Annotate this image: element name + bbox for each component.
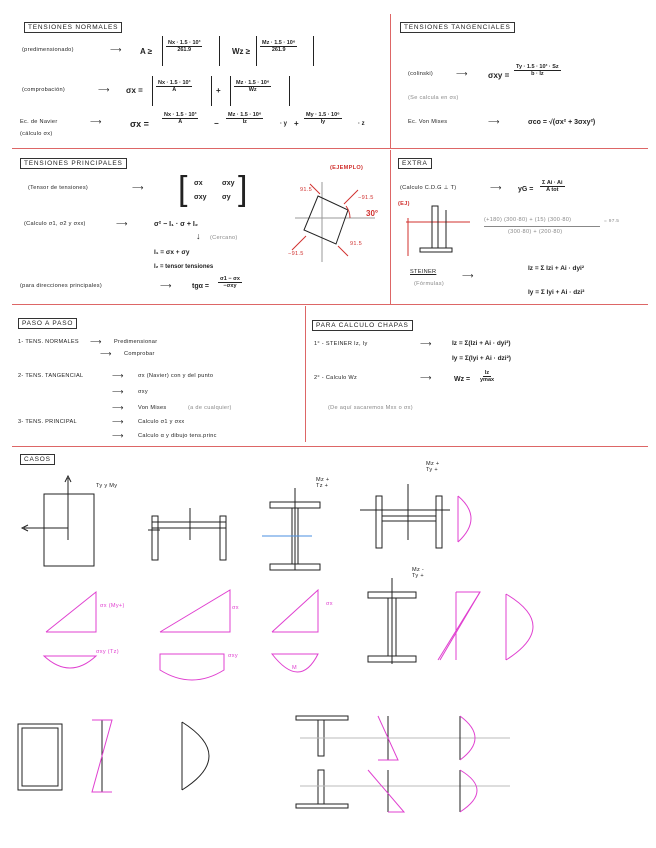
chapas-1: 1° - STEINER Iz, Iy [314, 341, 368, 347]
chapas-2: 2° - Calculo Wz [314, 375, 358, 381]
predim-label: (predimensionado) [22, 47, 74, 53]
paso-3a: Calculo σ1 y σxx [138, 419, 185, 425]
plot3-label: σx [326, 601, 333, 607]
arrow: ⟶ [462, 271, 474, 280]
plot1-label: σx (My+) [100, 603, 125, 609]
navier-sub: (cálculo σx) [20, 131, 53, 137]
stress-a4: −91.5 [288, 251, 304, 257]
predim-eq2: Wz ≥ [232, 47, 251, 56]
i2-eq: I₂ = tensor tensiones [154, 264, 214, 270]
tensor-label: (Tensor de tensiones) [28, 185, 89, 191]
cdg-den: (300·80) + (200·80) [508, 229, 563, 235]
dir-label: (para direcciones principales) [20, 283, 103, 289]
arrow: ⟶ [132, 183, 144, 192]
case1-section [22, 476, 94, 566]
stress-element-sketch [292, 182, 375, 262]
section-title-casos: CASOS [20, 454, 55, 465]
calc-label: (Calculo σ1, σ2 y σxx) [24, 221, 86, 227]
plus: + [294, 119, 299, 128]
plot2-label: σx [232, 605, 239, 611]
navier-y: · y [280, 121, 288, 127]
m21: σxy [194, 194, 207, 201]
comprob-frac2: $\frac{\text{Mz · 1.5 · 10⁶}}{Wz}$ [236, 80, 270, 93]
vm-label: Ec. Von Mises [408, 119, 448, 125]
arrow: ⟶ [112, 387, 124, 396]
navier-frac2: $\frac{\text{Mz · 1.5 · 10⁶}}{Iz}$ [228, 112, 262, 125]
colinski-eq: σxy = [488, 71, 510, 80]
paso-1b: Comprobar [124, 351, 155, 357]
colinski-frac: $\frac{\text{Ty · 1.5 · 10³ · Sz}}{b \cdot Iz}$ [516, 64, 559, 77]
steiner-sub: (Fórmulas) [414, 281, 445, 287]
m22: σy [222, 194, 231, 201]
paso-2c: Von Mises [138, 405, 167, 411]
arrow: ⟶ [90, 117, 102, 126]
chapas-2-frac: Iz ymax [480, 370, 495, 383]
arrow: ⟶ [90, 337, 102, 346]
stress-a3: 91.5 [350, 241, 363, 247]
chapas-3: (De aquí sacaremos Mxx o σx) [328, 405, 413, 411]
section-title-chapas: PARA CALCULO CHAPAS [312, 320, 413, 331]
cdg-frac: Σ Ai · Ai A tot [542, 180, 563, 193]
caso3-label: Mz + Tz + [316, 477, 330, 489]
charac-eq: σ² − I₁ · σ + I₂ [154, 221, 198, 228]
section-title-normales: TENSIONES NORMALES [24, 22, 122, 33]
charac-sub: (Cercano) [210, 235, 238, 241]
bottom-plots [92, 716, 477, 812]
case4-section [360, 484, 471, 548]
comprob-frac1: $\frac{\text{Nx · 1.5 · 10³}}{A}$ [158, 80, 191, 93]
chapas-1-r2: Iy = Σ(Iyi + Ai · dzi²) [452, 355, 511, 362]
cdg-num-tail: = 97.5 [604, 219, 620, 224]
tang-sub: (Se calcula en σs) [408, 95, 459, 101]
arrow: ⟶ [98, 85, 110, 94]
arrow: ⟶ [116, 219, 128, 228]
chapas-2-eq: Wz = [454, 376, 471, 383]
navier-frac1: $\frac{\text{Nx · 1.5 · 10³}}{A}$ [164, 112, 197, 125]
case2-section [148, 508, 226, 560]
paso-2b: σxy [138, 389, 148, 395]
cdg-eq: yG = [518, 186, 534, 193]
down-arrow: ↓ [196, 231, 201, 241]
minus: − [214, 119, 219, 128]
section-title-extra: EXTRA [398, 158, 432, 169]
stress-plots [44, 590, 533, 680]
arrow: ⟶ [112, 431, 124, 440]
arrow: ⟶ [112, 417, 124, 426]
comprob-label: (comprobación) [22, 87, 66, 93]
caso4-label: Mz + Ty + [426, 461, 440, 473]
bracket-right: ] [238, 170, 248, 208]
arrow: ⟶ [420, 339, 432, 348]
arrow: ⟶ [488, 117, 500, 126]
arrow: ⟶ [112, 371, 124, 380]
predim-frac2: $\frac{\text{Mz · 1.5 · 10⁶}}{261.9}$ [262, 40, 296, 53]
steiner-iy: Iy = Σ Iyi + Ai · dzi² [528, 289, 585, 296]
bottom-sections [18, 716, 510, 812]
predim-frac1: $\frac{\text{Nx · 1.5 · 10³}}{261.9}$ [168, 40, 201, 53]
colinski-label: (colinski) [408, 71, 434, 77]
stress-a2: −91.5 [358, 195, 374, 201]
ejemplo-label: (EJEMPLO) [330, 165, 364, 171]
plot5-m-label: M [292, 665, 297, 671]
bracket-left: [ [178, 170, 188, 208]
chapas-1-r1: Iz = Σ(Izi + Ai · dyi²) [452, 340, 511, 347]
vm-eq: σco = √(σx² + 3σxy²) [528, 119, 596, 126]
paso-2c-sub: (a de cualquier) [188, 405, 232, 411]
steiner-label: STEINER [410, 269, 437, 275]
ex-label: (EJ) [398, 201, 410, 207]
cdg-num: (+180) (300·80) + (15) (300·80) [484, 217, 572, 223]
paso-1a: Predimensionar [114, 339, 158, 345]
case5-section [368, 578, 416, 664]
arrow: ⟶ [160, 281, 172, 290]
paso-2a: σx (Navier) con y del punto [138, 373, 214, 379]
section-title-paso: PASO A PASO [18, 318, 77, 329]
steiner-iz: Iz = Σ Izi + Ai · dyi² [528, 265, 585, 272]
comprob-eq: σx = [126, 86, 143, 95]
case3-section [262, 488, 320, 570]
caso5-label: Mz - Ty + [412, 567, 425, 579]
m12: σxy [222, 180, 235, 187]
navier-eq: σx = [130, 119, 149, 129]
angle-label: 30° [366, 209, 379, 218]
dir-frac: σ1 − σx −σxy [220, 276, 240, 289]
arrow: ⟶ [110, 45, 122, 54]
predim-eq1: A ≥ [140, 47, 153, 56]
caso1-label: Ty y My [96, 483, 118, 489]
section-title-tangenciales: TENSIONES TANGENCIALES [400, 22, 515, 33]
plus: + [216, 86, 221, 95]
paso-3: 3- TENS. PRINCIPAL [18, 419, 77, 425]
paso-1: 1- TENS. NORMALES [18, 339, 79, 345]
dir-eq: tgα = [192, 283, 209, 290]
paso-2: 2- TENS. TANGENCIAL [18, 373, 84, 379]
navier-z: · z [358, 121, 365, 127]
stress-a1: 91.5 [300, 187, 313, 193]
navier-label: Ec. de Navier [20, 119, 58, 125]
plot4-label: σxy (Tz) [96, 649, 119, 655]
arrow: ⟶ [100, 349, 112, 358]
navier-frac3: $\frac{\text{My · 1.5 · 10⁶}}{Iy}$ [306, 112, 340, 125]
section-title-principales: TENSIONES PRINCIPALES [20, 158, 127, 169]
arrow: ⟶ [112, 403, 124, 412]
arrow: ⟶ [490, 183, 502, 192]
cdg-label: (Calculo C.D.G ⊥ T) [400, 185, 457, 191]
arrow: ⟶ [456, 69, 468, 78]
arrow: ⟶ [420, 373, 432, 382]
paso-3b: Calculo α y dibujo tens.princ [138, 433, 217, 439]
i1-eq: I₁ = σx + σy [154, 249, 190, 256]
t-section-sketch [406, 206, 470, 256]
plot5-label: σxy [228, 653, 238, 659]
m11: σx [194, 180, 203, 187]
